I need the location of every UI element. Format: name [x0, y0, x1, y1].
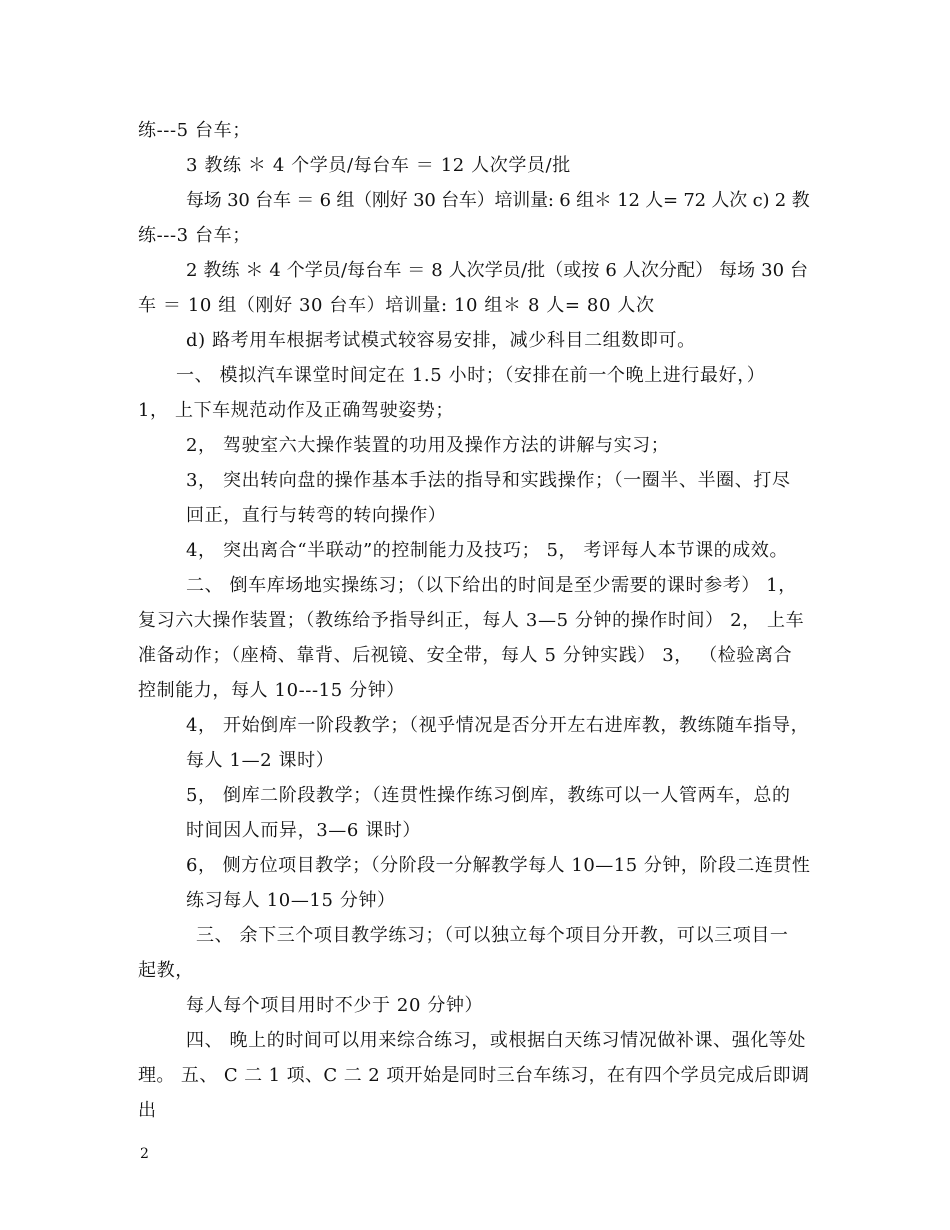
list-item: 2， 驾驶室六大操作装置的功用及操作方法的讲解与实习； — [186, 435, 670, 456]
section-heading: 四、 晚上的时间可以用来综合练习，或根据白天练习情况做补课、强化等处 — [186, 1030, 807, 1051]
text-line: 2 教练 ＊ 4 个学员/每台车 ＝ 8 人次学员/批（或按 6 人次分配） 每场 30 台 — [186, 260, 809, 281]
text-line: 每人每个项目用时不少于 20 分钟） — [186, 995, 484, 1016]
section-heading: 三、 余下三个项目教学练习；（可以独立每个项目分开教，可以三项目一 — [196, 925, 789, 946]
list-item: 5， 倒库二阶段教学；（连贯性操作练习倒库，教练可以一人管两车，总的 — [186, 785, 791, 806]
text-line: 出 — [138, 1100, 157, 1121]
text-line: d) 路考用车根据考试模式较容易安排，减少科目二组数即可。 — [186, 330, 696, 351]
section-heading: 一、 模拟汽车课堂时间定在 1.5 小时；（安排在前一个晚上进行最好，） — [176, 365, 766, 386]
list-item: 1， 上下车规范动作及正确驾驶姿势； — [138, 400, 454, 421]
page-number: 2 — [140, 1146, 149, 1162]
text-line: 准备动作；（座椅、靠背、后视镜、安全带，每人 5 分钟实践） 3， （检验离合 — [138, 645, 793, 666]
text-line: 每人 1—2 课时） — [186, 750, 335, 771]
text-line: 回正，直行与转弯的转向操作） — [186, 505, 447, 526]
section-heading: 二、 倒车库场地实操练习；（以下给出的时间是至少需要的课时参考） 1， — [186, 575, 797, 596]
list-item: 4， 突出离合“半联动”的控制能力及技巧； 5， 考评每人本节课的成效。 — [186, 540, 789, 561]
text-line: 练---3 台车； — [138, 225, 251, 246]
text-line: 控制能力，每人 10---15 分钟） — [138, 680, 405, 701]
text-line: 时间因人而异，3—6 课时） — [186, 820, 422, 841]
text-line: 练习每人 10—15 分钟） — [186, 890, 396, 911]
list-item: 3， 突出转向盘的操作基本手法的指导和实践操作；（一圈半、半圈、打尽 — [186, 470, 791, 491]
text-line: 3 教练 ＊ 4 个学员/每台车 ＝ 12 人次学员/批 — [186, 155, 571, 176]
text-line: 练---5 台车； — [138, 120, 251, 141]
text-line: 每场 30 台车 ＝ 6 组（刚好 30 台车）培训量: 6 组＊ 12 人= 72 人次 c) 2 教 — [186, 190, 810, 211]
text-line: 理。 五、 C 二 1 项、C 二 2 项开始是同时三台车练习，在有四个学员完成后即调 — [138, 1065, 810, 1086]
list-item: 6， 侧方位项目教学；（分阶段一分解教学每人 10—15 分钟，阶段二连贯性 — [186, 855, 811, 876]
text-line: 复习六大操作装置；（教练给予指导纠正，每人 3—5 分钟的操作时间） 2， 上车 — [138, 610, 805, 631]
text-line: 起教， — [138, 960, 194, 981]
text-line: 车 ＝ 10 组（刚好 30 台车）培训量: 10 组＊ 8 人= 80 人次 — [138, 295, 655, 316]
list-item: 4， 开始倒库一阶段教学；（视乎情况是否分开左右进库教，教练随车指导， — [186, 715, 810, 736]
